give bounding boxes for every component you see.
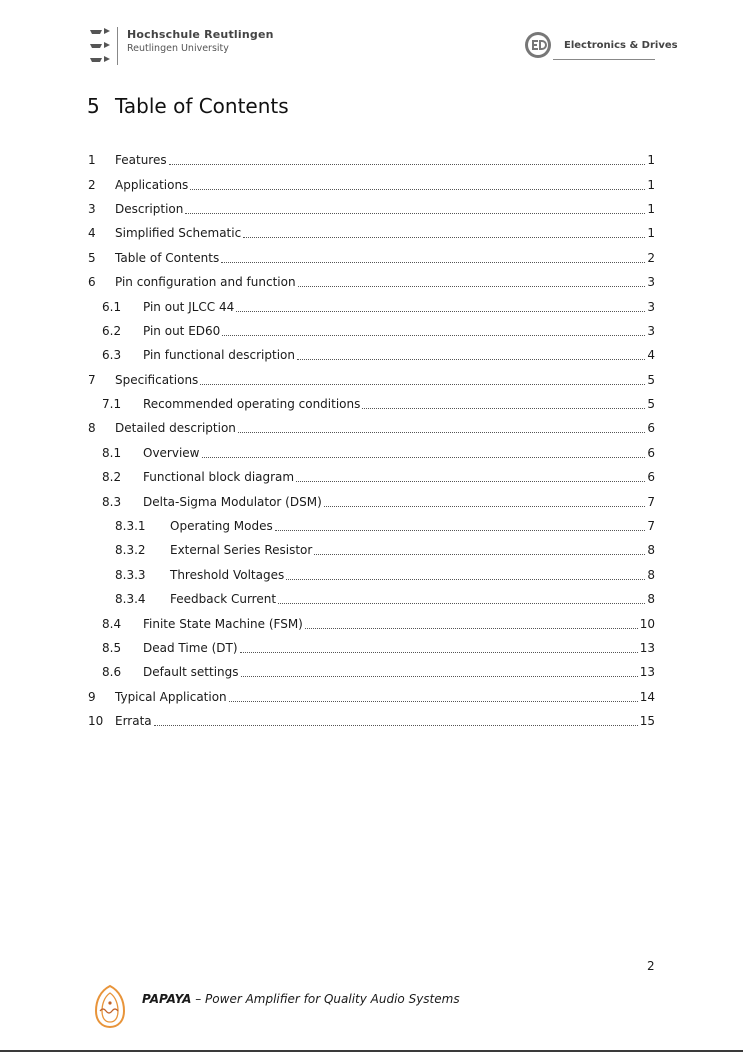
toc-entry-number: 5 — [88, 250, 96, 265]
toc-entry-number: 10 — [88, 714, 104, 729]
toc-dot-leader — [229, 700, 638, 702]
toc-entry-label: Pin configuration and function — [115, 275, 296, 290]
toc-entry-label: Typical Application — [115, 689, 227, 704]
toc-entry[interactable] — [88, 563, 655, 587]
section-number: 5 — [87, 94, 100, 118]
toc-entry-page: 6 — [647, 470, 655, 485]
toc-dot-leader — [297, 358, 645, 360]
toc-entry[interactable] — [88, 172, 655, 196]
section-title: Table of Contents — [115, 94, 289, 118]
toc-entry-number: 8.3.1 — [115, 519, 146, 534]
toc-entry-number: 3 — [88, 201, 96, 216]
electronics-drives-logo — [524, 31, 552, 59]
toc-entry-label: Recommended operating conditions — [143, 397, 361, 412]
toc-dot-leader — [278, 602, 645, 604]
toc-entry-number: 2 — [88, 177, 96, 192]
toc-dot-leader — [241, 675, 638, 677]
toc-entry[interactable] — [88, 441, 655, 465]
toc-entry-page: 1 — [647, 201, 655, 216]
toc-dot-leader — [243, 236, 645, 238]
toc-entry-page: 8 — [647, 543, 655, 558]
toc-entry-page: 1 — [647, 153, 655, 168]
university-name: Hochschule Reutlingen — [127, 28, 274, 41]
toc-entry-label: Pin functional description — [143, 348, 295, 363]
toc-entry-label: Threshold Voltages — [170, 567, 285, 582]
toc-entry-page: 8 — [647, 567, 655, 582]
toc-entry-page: 10 — [639, 616, 655, 631]
toc-entry-page: 13 — [639, 665, 655, 680]
toc-entry-page: 2 — [647, 250, 655, 265]
toc-entry-page: 6 — [647, 421, 655, 436]
toc-entry-label: Specifications — [115, 372, 199, 387]
toc-dot-leader — [305, 627, 638, 629]
toc-entry-number: 9 — [88, 689, 96, 704]
toc-dot-leader — [200, 383, 645, 385]
toc-entry-number: 8.2 — [102, 470, 122, 485]
toc-entry-number: 4 — [88, 226, 96, 241]
toc-entry[interactable] — [88, 685, 655, 709]
university-subtitle: Reutlingen University — [127, 43, 229, 54]
header-divider — [117, 27, 118, 65]
toc-dot-leader — [154, 724, 638, 726]
toc-entry-label: Errata — [115, 714, 152, 729]
toc-entry-page: 7 — [647, 519, 655, 534]
toc-entry[interactable] — [88, 343, 655, 367]
toc-entry[interactable] — [88, 368, 655, 392]
toc-entry-number: 8.5 — [102, 641, 122, 655]
table-of-contents — [88, 148, 655, 733]
toc-dot-leader — [362, 407, 645, 409]
toc-entry[interactable] — [88, 538, 655, 562]
toc-entry[interactable] — [88, 514, 655, 538]
page-title — [87, 94, 289, 118]
toc-entry[interactable] — [88, 660, 655, 684]
toc-entry[interactable] — [88, 636, 655, 660]
toc-entry-page: 4 — [647, 348, 655, 363]
toc-entry-label: External Series Resistor — [170, 543, 313, 558]
toc-entry-label: Dead Time (DT) — [143, 641, 238, 655]
toc-entry-number: 7 — [88, 372, 96, 387]
toc-dot-leader — [238, 431, 645, 433]
toc-dot-leader — [286, 578, 645, 580]
toc-entry-number: 8.3.2 — [115, 543, 146, 558]
toc-entry-number: 6.3 — [102, 348, 122, 363]
toc-entry-number: 8.3.4 — [115, 592, 146, 607]
toc-entry-label: Features — [115, 153, 167, 168]
toc-entry-label: Feedback Current — [170, 592, 277, 607]
toc-entry[interactable] — [88, 611, 655, 635]
toc-dot-leader — [185, 212, 645, 214]
toc-entry-number: 8.6 — [102, 665, 122, 680]
toc-dot-leader — [190, 188, 645, 190]
toc-entry[interactable] — [88, 197, 655, 221]
toc-entry-page: 1 — [647, 177, 655, 192]
toc-entry-page: 7 — [647, 494, 655, 509]
toc-entry-page: 5 — [647, 372, 655, 387]
toc-entry-label: Description — [115, 201, 184, 216]
toc-entry-number: 8.3.3 — [115, 567, 146, 582]
toc-entry[interactable] — [88, 221, 655, 245]
toc-entry-label: Applications — [115, 177, 189, 192]
toc-entry-label: Table of Contents — [115, 250, 220, 265]
toc-entry-number: 6 — [88, 275, 96, 290]
toc-dot-leader — [236, 310, 645, 312]
toc-entry-page: 3 — [647, 323, 655, 338]
header-underline — [553, 59, 655, 60]
toc-entry-label: Functional block diagram — [143, 470, 295, 485]
toc-entry-label: Pin out JLCC 44 — [143, 299, 235, 314]
toc-entry-label: Detailed description — [115, 421, 236, 436]
toc-entry-label: Finite State Machine (FSM) — [143, 616, 303, 631]
toc-entry[interactable] — [88, 392, 655, 416]
toc-entry[interactable] — [88, 465, 655, 489]
product-tagline: – Power Amplifier for Quality Audio Systems — [191, 992, 460, 1006]
toc-entry-page: 5 — [647, 397, 655, 412]
toc-entry-number: 6.1 — [102, 299, 122, 314]
toc-entry-page: 1 — [647, 226, 655, 241]
toc-entry-page: 15 — [639, 714, 655, 729]
toc-entry[interactable] — [88, 294, 655, 318]
toc-entry[interactable] — [88, 489, 655, 513]
toc-entry-number: 8.1 — [102, 445, 122, 460]
toc-entry-number: 6.2 — [102, 323, 122, 338]
toc-entry-page: 3 — [647, 275, 655, 290]
toc-dot-leader — [298, 285, 645, 287]
page-number: 2 — [647, 959, 655, 973]
toc-entry-label: Pin out ED60 — [143, 323, 221, 338]
product-name: PAPAYA — [142, 992, 192, 1006]
toc-dot-leader — [275, 529, 645, 531]
toc-entry-page: 6 — [647, 445, 655, 460]
toc-entry[interactable] — [88, 148, 655, 172]
toc-entry-number: 8 — [88, 421, 96, 436]
toc-entry-label: Default settings — [143, 665, 239, 680]
toc-dot-leader — [324, 505, 645, 507]
university-crest-logo — [86, 24, 126, 68]
toc-dot-leader — [314, 553, 645, 555]
toc-entry-page: 13 — [639, 641, 655, 655]
toc-dot-leader — [222, 334, 645, 336]
toc-entry-number: 8.4 — [102, 616, 122, 631]
papaya-logo — [92, 983, 128, 1029]
toc-entry-page: 8 — [647, 592, 655, 607]
toc-entry[interactable] — [88, 270, 655, 294]
toc-dot-leader — [296, 480, 645, 482]
toc-dot-leader — [169, 163, 645, 165]
toc-dot-leader — [240, 651, 638, 653]
toc-entry[interactable] — [88, 416, 655, 440]
footer-product-line — [142, 992, 460, 1006]
toc-entry[interactable] — [88, 709, 655, 733]
toc-entry[interactable] — [88, 246, 655, 270]
toc-entry-page: 3 — [647, 299, 655, 314]
toc-entry-label: Delta-Sigma Modulator (DSM) — [143, 494, 322, 509]
toc-entry-label: Operating Modes — [170, 519, 273, 534]
toc-entry[interactable] — [88, 319, 655, 343]
toc-dot-leader — [221, 261, 645, 263]
toc-entry-label: Overview — [143, 445, 200, 460]
toc-entry-label: Simplified Schematic — [115, 226, 242, 241]
department-name: Electronics & Drives — [564, 40, 678, 51]
toc-entry-page: 14 — [639, 689, 655, 704]
toc-dot-leader — [202, 456, 646, 458]
toc-entry[interactable] — [88, 587, 655, 611]
toc-entry-number: 1 — [88, 153, 96, 168]
toc-entry-number: 7.1 — [102, 397, 122, 412]
toc-entry-number: 8.3 — [102, 494, 122, 509]
